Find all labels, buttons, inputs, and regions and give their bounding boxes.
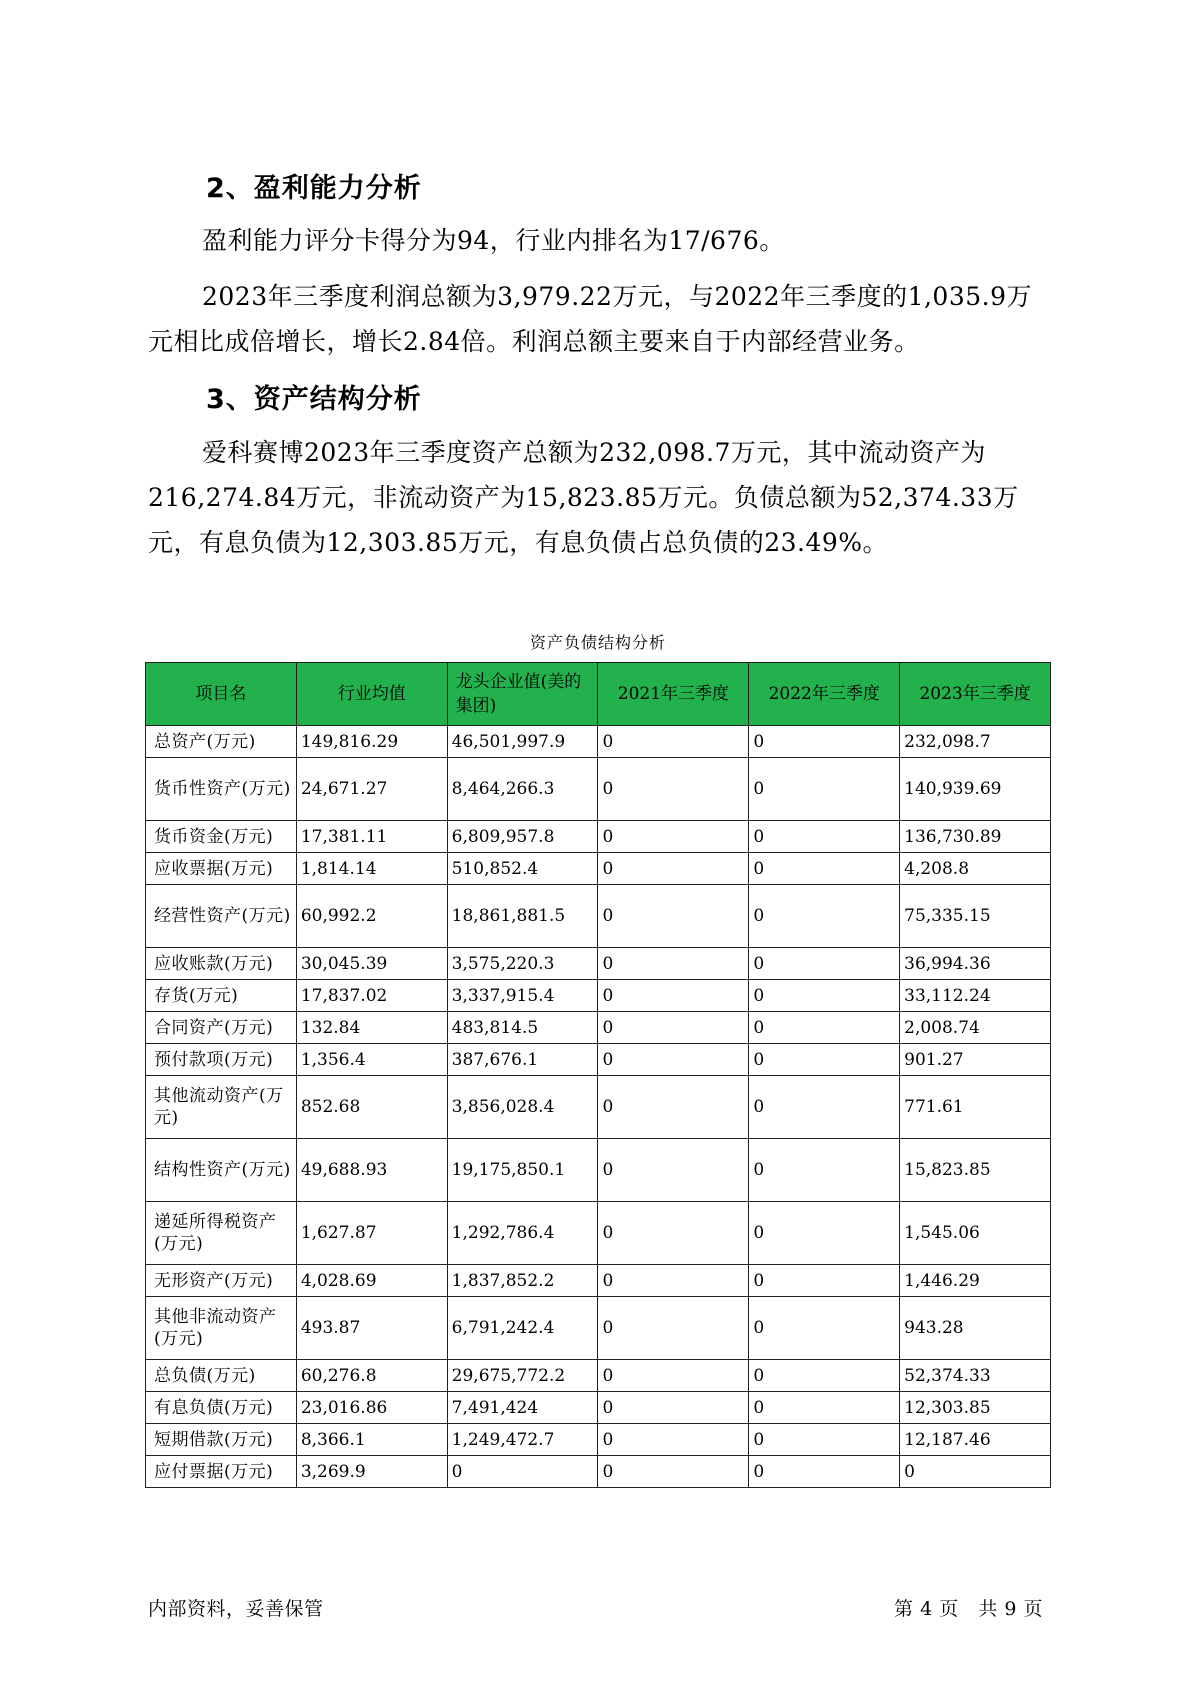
industry-avg-cell: 23,016.86	[296, 1392, 447, 1424]
section-heading-profitability: 2、盈利能力分析	[206, 173, 422, 204]
row-item-name: 经营性资产(万元)	[146, 885, 297, 948]
table-row	[146, 821, 1051, 853]
leader-value-cell: 6,809,957.8	[447, 821, 598, 853]
q3-2021-cell: 0	[598, 853, 749, 885]
col-header-2022q3: 2022年三季度	[749, 663, 900, 726]
q3-2021-cell: 0	[598, 821, 749, 853]
q3-2021-cell: 0	[598, 758, 749, 821]
q3-2022-cell: 0	[749, 1012, 900, 1044]
industry-avg-cell: 852.68	[296, 1076, 447, 1139]
q3-2021-cell: 0	[598, 1012, 749, 1044]
profitability-text	[148, 218, 1048, 364]
col-header-2023q3: 2023年三季度	[900, 663, 1051, 726]
q3-2022-cell: 0	[749, 1456, 900, 1488]
leader-value-cell: 3,575,220.3	[447, 948, 598, 980]
industry-avg-cell: 60,992.2	[296, 885, 447, 948]
table-header-row	[146, 663, 1051, 726]
industry-avg-cell: 1,627.87	[296, 1202, 447, 1265]
table-caption: 资产负债结构分析	[529, 633, 666, 652]
row-item-name: 总负债(万元)	[146, 1360, 297, 1392]
score-paragraph: 盈利能力评分卡得分为94，行业内排名为17/676。	[202, 226, 785, 255]
q3-2023-cell: 4,208.8	[900, 853, 1051, 885]
q3-2021-cell: 0	[598, 1202, 749, 1265]
q3-2023-cell: 1,545.06	[900, 1202, 1051, 1265]
q3-2023-cell: 15,823.85	[900, 1139, 1051, 1202]
row-item-name: 应收票据(万元)	[146, 853, 297, 885]
section-heading-asset-structure: 3、资产结构分析	[206, 384, 422, 415]
q3-2021-cell: 0	[598, 726, 749, 758]
q3-2022-cell: 0	[749, 1392, 900, 1424]
industry-avg-cell: 149,816.29	[296, 726, 447, 758]
row-item-name: 有息负债(万元)	[146, 1392, 297, 1424]
q3-2021-cell: 0	[598, 1392, 749, 1424]
q3-2021-cell: 0	[598, 980, 749, 1012]
table-row	[146, 948, 1051, 980]
industry-avg-cell: 1,814.14	[296, 853, 447, 885]
row-item-name: 总资产(万元)	[146, 726, 297, 758]
q3-2021-cell: 0	[598, 1044, 749, 1076]
leader-value-cell: 3,856,028.4	[447, 1076, 598, 1139]
leader-value-cell: 7,491,424	[447, 1392, 598, 1424]
industry-avg-cell: 17,837.02	[296, 980, 447, 1012]
table-row	[146, 853, 1051, 885]
row-item-name: 货币性资产(万元)	[146, 758, 297, 821]
table-row	[146, 1424, 1051, 1456]
q3-2022-cell: 0	[749, 1139, 900, 1202]
q3-2021-cell: 0	[598, 1297, 749, 1360]
q3-2023-cell: 232,098.7	[900, 726, 1051, 758]
row-item-name: 无形资产(万元)	[146, 1265, 297, 1297]
table-row	[146, 1139, 1051, 1202]
q3-2022-cell: 0	[749, 980, 900, 1012]
asset-paragraph: 爱科赛博2023年三季度资产总额为232,098.7万元，其中流动资产为216,274.84万元，非流动资产为15,823.85万元。负债总额为52,374.33万元，有息负债为12,303.85万元，有息负债占总负债的23.49%。	[148, 438, 1019, 557]
industry-avg-cell: 24,671.27	[296, 758, 447, 821]
leader-value-cell: 8,464,266.3	[447, 758, 598, 821]
q3-2022-cell: 0	[749, 853, 900, 885]
q3-2022-cell: 0	[749, 1424, 900, 1456]
q3-2023-cell: 1,446.29	[900, 1265, 1051, 1297]
table-body	[146, 726, 1051, 1488]
q3-2023-cell: 771.61	[900, 1076, 1051, 1139]
industry-avg-cell: 8,366.1	[296, 1424, 447, 1456]
row-item-name: 短期借款(万元)	[146, 1424, 297, 1456]
row-item-name: 其他流动资产(万元)	[146, 1076, 297, 1139]
col-header-leader: 龙头企业值(美的集团)	[447, 663, 598, 726]
q3-2021-cell: 0	[598, 1265, 749, 1297]
row-item-name: 合同资产(万元)	[146, 1012, 297, 1044]
table-row	[146, 1012, 1051, 1044]
q3-2021-cell: 0	[598, 1076, 749, 1139]
leader-value-cell: 483,814.5	[447, 1012, 598, 1044]
q3-2021-cell: 0	[598, 1424, 749, 1456]
leader-value-cell: 6,791,242.4	[447, 1297, 598, 1360]
leader-value-cell: 1,249,472.7	[447, 1424, 598, 1456]
table-row	[146, 1076, 1051, 1139]
q3-2022-cell: 0	[749, 1360, 900, 1392]
q3-2021-cell: 0	[598, 1139, 749, 1202]
q3-2023-cell: 0	[900, 1456, 1051, 1488]
table-row	[146, 1202, 1051, 1265]
table-row	[146, 726, 1051, 758]
q3-2021-cell: 0	[598, 948, 749, 980]
col-header-industry-avg: 行业均值	[296, 663, 447, 726]
q3-2023-cell: 140,939.69	[900, 758, 1051, 821]
footer-page-number: 第 4 页 共 9 页	[894, 1598, 1043, 1620]
table-row	[146, 1360, 1051, 1392]
q3-2023-cell: 2,008.74	[900, 1012, 1051, 1044]
industry-avg-cell: 49,688.93	[296, 1139, 447, 1202]
leader-value-cell: 387,676.1	[447, 1044, 598, 1076]
q3-2023-cell: 52,374.33	[900, 1360, 1051, 1392]
table-row	[146, 1392, 1051, 1424]
q3-2021-cell: 0	[598, 1456, 749, 1488]
col-header-2021q3: 2021年三季度	[598, 663, 749, 726]
q3-2023-cell: 901.27	[900, 1044, 1051, 1076]
leader-value-cell: 29,675,772.2	[447, 1360, 598, 1392]
industry-avg-cell: 30,045.39	[296, 948, 447, 980]
q3-2022-cell: 0	[749, 1265, 900, 1297]
table-row	[146, 1297, 1051, 1360]
industry-avg-cell: 132.84	[296, 1012, 447, 1044]
row-item-name: 存货(万元)	[146, 980, 297, 1012]
asset-structure-text	[148, 430, 1048, 565]
q3-2022-cell: 0	[749, 1202, 900, 1265]
table-row	[146, 1456, 1051, 1488]
leader-value-cell: 3,337,915.4	[447, 980, 598, 1012]
q3-2022-cell: 0	[749, 948, 900, 980]
q3-2021-cell: 0	[598, 885, 749, 948]
q3-2022-cell: 0	[749, 885, 900, 948]
row-item-name: 货币资金(万元)	[146, 821, 297, 853]
leader-value-cell: 18,861,881.5	[447, 885, 598, 948]
row-item-name: 应付票据(万元)	[146, 1456, 297, 1488]
balance-structure-table	[145, 662, 1051, 1488]
row-item-name: 应收账款(万元)	[146, 948, 297, 980]
leader-value-cell: 1,837,852.2	[447, 1265, 598, 1297]
q3-2023-cell: 12,187.46	[900, 1424, 1051, 1456]
q3-2023-cell: 33,112.24	[900, 980, 1051, 1012]
q3-2023-cell: 943.28	[900, 1297, 1051, 1360]
q3-2022-cell: 0	[749, 1297, 900, 1360]
q3-2021-cell: 0	[598, 1360, 749, 1392]
row-item-name: 结构性资产(万元)	[146, 1139, 297, 1202]
industry-avg-cell: 60,276.8	[296, 1360, 447, 1392]
q3-2022-cell: 0	[749, 821, 900, 853]
q3-2023-cell: 75,335.15	[900, 885, 1051, 948]
q3-2023-cell: 12,303.85	[900, 1392, 1051, 1424]
col-header-item: 项目名	[146, 663, 297, 726]
industry-avg-cell: 493.87	[296, 1297, 447, 1360]
q3-2022-cell: 0	[749, 726, 900, 758]
leader-value-cell: 1,292,786.4	[447, 1202, 598, 1265]
q3-2022-cell: 0	[749, 1044, 900, 1076]
table-row	[146, 758, 1051, 821]
table-row	[146, 1044, 1051, 1076]
profit-paragraph: 2023年三季度利润总额为3,979.22万元，与2022年三季度的1,035.9万元相比成倍增长，增长2.84倍。利润总额主要来自于内部经营业务。	[148, 282, 1032, 356]
q3-2023-cell: 136,730.89	[900, 821, 1051, 853]
footer-confidential: 内部资料，妥善保管	[148, 1598, 324, 1620]
leader-value-cell: 510,852.4	[447, 853, 598, 885]
leader-value-cell: 46,501,997.9	[447, 726, 598, 758]
row-item-name: 递延所得税资产(万元)	[146, 1202, 297, 1265]
leader-value-cell: 0	[447, 1456, 598, 1488]
q3-2022-cell: 0	[749, 758, 900, 821]
row-item-name: 预付款项(万元)	[146, 1044, 297, 1076]
industry-avg-cell: 1,356.4	[296, 1044, 447, 1076]
q3-2022-cell: 0	[749, 1076, 900, 1139]
industry-avg-cell: 17,381.11	[296, 821, 447, 853]
table-row	[146, 1265, 1051, 1297]
row-item-name: 其他非流动资产(万元)	[146, 1297, 297, 1360]
industry-avg-cell: 3,269.9	[296, 1456, 447, 1488]
table-row	[146, 980, 1051, 1012]
industry-avg-cell: 4,028.69	[296, 1265, 447, 1297]
leader-value-cell: 19,175,850.1	[447, 1139, 598, 1202]
table-row	[146, 885, 1051, 948]
q3-2023-cell: 36,994.36	[900, 948, 1051, 980]
